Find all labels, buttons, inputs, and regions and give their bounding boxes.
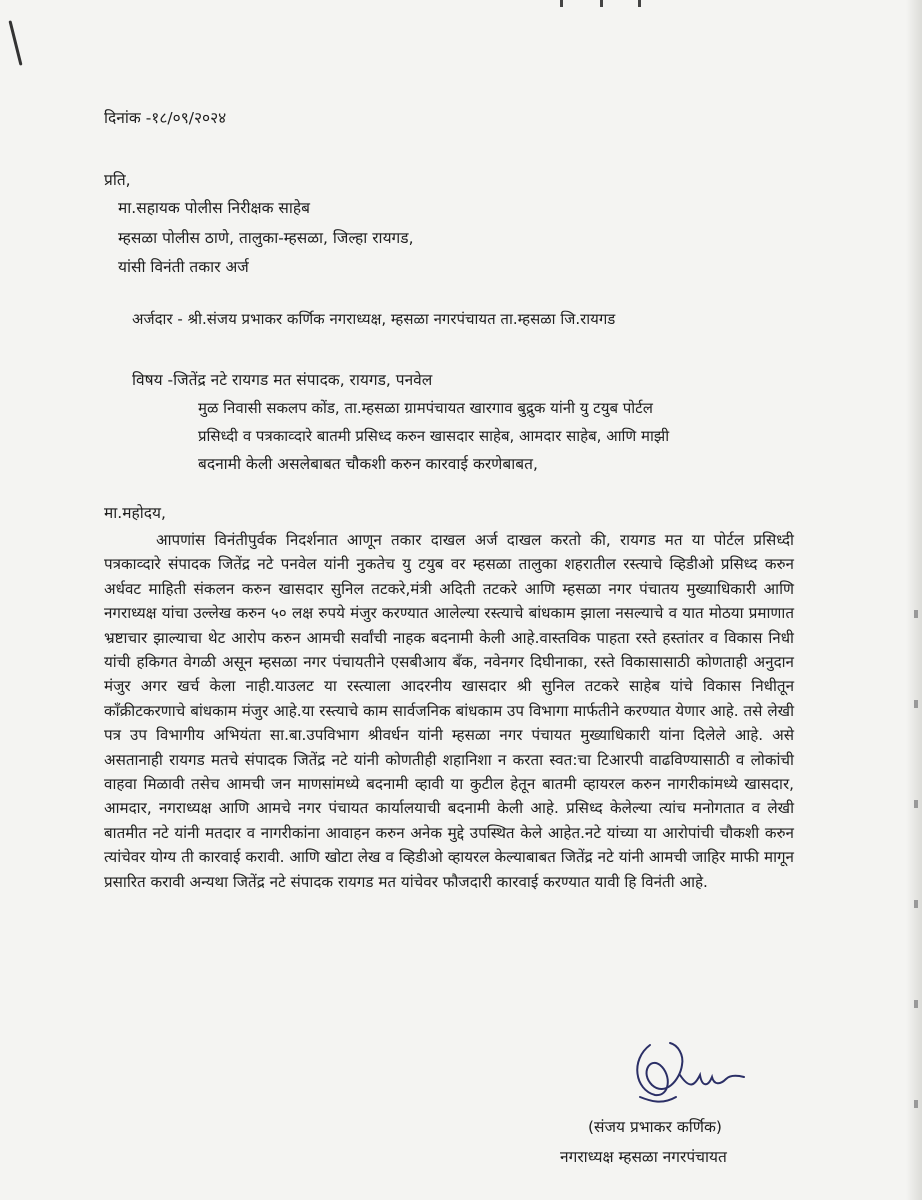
to-label: प्रति, <box>104 171 131 189</box>
recipient-line-1: मा.सहायक पोलीस निरीक्षक साहेब <box>118 199 310 217</box>
subject-line-2: मुळ निवासी सकलप कोंड, ता.म्हसळा ग्रामपंचायत खारगाव बुद्रुक यांनी यु टयुब पोर्टल <box>198 399 653 417</box>
applicant-line: अर्जदार - श्री.संजय प्रभाकर कर्णिक नगराध्यक्ष, म्हसळा नगरपंचायत ता.म्हसळा जि.रायगड <box>132 310 616 328</box>
subject-line-3: प्रसिध्दी व पत्रकाव्दारे बातमी प्रसिध्द करुन खासदार साहेब, आमदार साहेब, आणि माझी <box>198 427 670 445</box>
subject-line-1: विषय -जितेंद्र नटे रायगड मत संपादक, रायगड, पनवेल <box>132 371 433 389</box>
letter-body: आपणांस विनंतीपुर्वक निदर्शनात आणून तकार दाखल अर्ज दाखल करतो की, रायगड मत या पोर्टल प्रसिध्दी पत्रकाव्दारे संपादक जितेंद्र नटे पनवेल यांनी नुकतेच यु टयुब वर म्हसळा तालुका शहरातील रस्त्याचे व्हिडीओ प्रसिध्द करुन अर्धवट माहिती संकलन करुन खासदार सुनिल तटकरे,मंत्री अदिती तटकरे आणि म्हसळा नगर पंचातय मुख्याधिकारी आणि नगराध्यक्ष यांचा उल्लेख करुन ५० लक्ष रुपये मंजुर करण्यात आलेल्या रस्त्याचे बांधकाम झाला नसल्याचे व यात मोठया प्रमाणात भ्रष्टाचार झाल्याचा थेट आरोप करुन आमची सर्वांची नाहक बदनामी केली आहे.वास्तविक पाहता रस्ते हस्तांतर व विकास निधी यांची हकिगत वेगळी असून म्हसळा नगर पंचायतीने एसबीआय बँक, नवेनगर दिघीनाका, रस्ते विकासासाठी कोणताही अनुदान मंजुर अगर खर्च केला नाही.याउलट या रस्त्याला आदरनीय खासदार श्री सुनिल तटकरे साहेब यांचे विकास निधीतून कॉंक्रीटकरणाचे बांधकाम मंजुर आहे.या रस्त्याचे काम सार्वजनिक बांधकाम उप विभागा मार्फतीने करण्यात येणार आहे. तसे लेखी पत्र उप विभागीय अभियंता सा.बा.उपविभाग श्रीवर्धन यांनी म्हसळा नगर पंचायत मुख्याधिकारी यांना दिलेले आहे. असे असतानाही रायगड मतचे संपादक जितेंद्र नटे यांनी कोणतीही शहानिशा न करता स्वत:चा टिआरपी वाढविण्यासाठी व लोकांची वाहवा मिळावी तसेच आमची जन माणसांमध्ये बदनामी व्हावी या कुटील हेतून बातमी व्हायरल करुन नागरीकांमध्ये खासदार, आमदार, नगराध्यक्ष आणि आमचे नगर पंचायत कार्यालयाची बदनामी केली आहे. प्रसिध्द केलेल्या त्यांच मनोगतात व लेखी बातमीत नटे यांनी मतदार व नागरीकांना आवाहन करुन अनेक मुद्दे उपस्थित केले आहेत.नटे यांच्या या आरोपांची चौकशी करुन त्यांचेवर योग्य ती कारवाई करावी. आणि खोटा लेख व व्हिडीओ व्हायरल केल्याबाबत जितेंद्र नटे यांनी आमची जाहिर माफी मागून प्रसारित करावी अन्यथा जितेंद्र नटे संपादक रायगड मत यांचेवर फौजदारी कारवाई करण्यात यावी हि विनंती आहे. <box>104 531 795 891</box>
recipient-line-3: यांसी विनंती तकार अर्ज <box>118 258 249 276</box>
signer-name: (संजय प्रभाकर कर्णिक) <box>588 1118 722 1136</box>
salutation: मा.महोदय, <box>104 504 166 522</box>
subject-line-4: बदनामी केली असलेबाबत चौकशी करुन कारवाई करणेबाबत, <box>198 455 538 473</box>
letter-date: दिनांक -१८/०९/२०२४ <box>104 109 227 127</box>
signer-title: नगराध्यक्ष म्हसळा नगरपंचायत <box>560 1148 727 1166</box>
recipient-line-2: म्हसळा पोलीस ठाणे, तालुका-म्हसळा, जिल्हा रायगड, <box>118 229 414 247</box>
paper-right-edge <box>906 0 922 1200</box>
pen-stroke-mark <box>8 20 22 65</box>
handwritten-signature <box>610 1035 760 1115</box>
top-edge-marks <box>560 0 660 8</box>
